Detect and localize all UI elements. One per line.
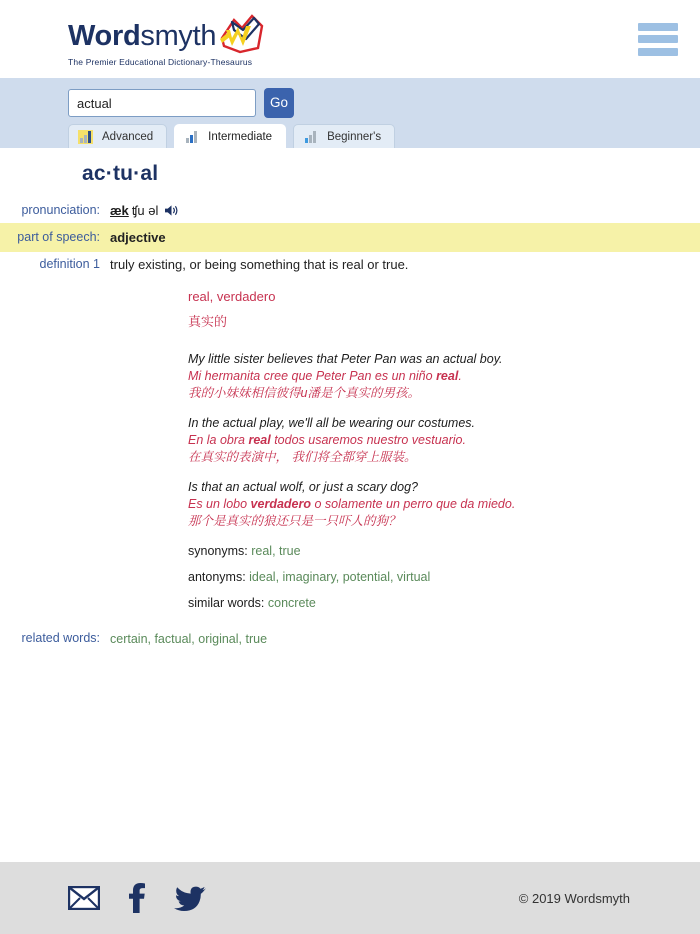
search-band (0, 78, 700, 148)
related-words-value (110, 630, 700, 648)
example-group (188, 415, 676, 466)
speaker-audio-icon[interactable] (164, 204, 179, 217)
part-of-speech-label: part of speech: (17, 230, 100, 244)
site-footer (0, 862, 700, 934)
example-spanish-post: todos usaremos nuestro vestuario. (270, 433, 466, 447)
site-tagline: The Premier Educational Dictionary-Thesaurus (68, 56, 253, 67)
tab-beginners-label: Beginner's (327, 130, 382, 143)
hamburger-menu-icon[interactable] (638, 23, 678, 56)
example-chinese: 在真实的表演中， 我们将全都穿上服装。 (188, 450, 417, 464)
example-spanish-post: o solamente un perro que da miedo. (311, 497, 516, 511)
antonyms-row (188, 569, 676, 586)
synonyms-links[interactable]: real, true (251, 544, 301, 558)
definition-text: truly existing, or being something that is real or true. (110, 257, 409, 272)
translation-chinese: 真实的 (188, 314, 228, 329)
definition-detail-block (0, 287, 700, 612)
copyright-text: © 2019 Wordsmyth (518, 890, 630, 906)
pronunciation-value (110, 202, 700, 219)
pronunciation-label: pronunciation: (21, 203, 100, 217)
tab-intermediate[interactable] (174, 124, 286, 148)
site-logo[interactable] (68, 12, 264, 67)
dictionary-level-tabs (0, 118, 700, 148)
bar-chart-beginners-icon (303, 130, 318, 144)
menu-bar-1 (638, 23, 678, 31)
facebook-icon[interactable] (128, 883, 146, 913)
bar-chart-advanced-icon (78, 130, 93, 144)
example-spanish (188, 496, 676, 513)
example-spanish (188, 432, 676, 449)
example-spanish-bold: real (436, 369, 459, 383)
tab-intermediate-label: Intermediate (208, 130, 273, 143)
example-sentences (188, 351, 676, 530)
part-of-speech-row (0, 223, 700, 252)
menu-bar-2 (638, 35, 678, 43)
example-spanish-bold: real (248, 433, 271, 447)
menu-bar-3 (638, 48, 678, 56)
definition-label: definition 1 (39, 257, 100, 271)
entry-content (0, 148, 700, 862)
similar-words-label: similar words: (188, 596, 265, 610)
logo-word-light: smyth (140, 19, 217, 52)
similar-words-links[interactable]: concrete (267, 596, 316, 610)
antonyms-links[interactable]: ideal, imaginary, potential, virtual (249, 570, 431, 584)
dictionary-entry (0, 148, 700, 652)
envelope-icon[interactable] (68, 886, 100, 910)
tab-advanced[interactable] (68, 124, 167, 148)
example-spanish-pre: Mi hermanita cree que Peter Pan es un niño (188, 369, 437, 383)
example-chinese: 我的小妹妹相信彼得u潘是个真实的男孩。 (188, 386, 420, 400)
pronunciation-row (0, 198, 700, 223)
definition-row (0, 252, 700, 277)
related-words-row (0, 626, 700, 652)
pronunciation-text (110, 202, 680, 219)
example-english: In the actual play, we'll all be wearing our costumes. (188, 416, 476, 430)
similar-words-row (188, 595, 676, 612)
example-spanish-pre: Es un lobo (188, 497, 251, 511)
example-spanish-pre: En la obra (188, 433, 249, 447)
social-links (68, 883, 206, 913)
example-spanish (188, 368, 676, 385)
antonyms-label: antonyms: (188, 570, 246, 584)
example-english: My little sister believes that Peter Pan was an actual boy. (188, 352, 503, 366)
bar-chart-intermediate-icon (184, 130, 199, 144)
wordsmyth-book-logo-icon (218, 12, 264, 54)
example-spanish-post: . (458, 369, 462, 383)
logo-word-bold: Word (68, 19, 141, 52)
logo-wordmark (68, 12, 264, 51)
pronunciation-rest: ʧu əl (131, 203, 159, 218)
synonyms-label: synonyms: (188, 544, 248, 558)
example-chinese: 那个是真实的狼还只是一只吓人的狗？ (188, 514, 401, 528)
related-words-links[interactable]: certain, factual, original, true (110, 632, 268, 646)
example-english: Is that an actual wolf, or just a scary dog? (188, 480, 418, 494)
tab-advanced-label: Advanced (102, 130, 154, 143)
part-of-speech-value: adjective (110, 230, 166, 245)
synonyms-row (188, 543, 676, 560)
twitter-bird-icon[interactable] (174, 885, 206, 912)
related-words-label: related words: (21, 631, 100, 645)
example-group (188, 351, 676, 402)
tab-beginners[interactable] (293, 124, 395, 148)
search-row (0, 88, 700, 118)
site-header (0, 0, 700, 78)
example-group (188, 479, 676, 530)
example-spanish-bold: verdadero (250, 497, 311, 511)
translation-spanish: real, verdadero (188, 289, 276, 304)
headword: ac·tu·al (82, 162, 159, 185)
go-button[interactable]: Go (264, 88, 294, 118)
pronunciation-stressed-syllable: æk (110, 203, 129, 218)
search-input[interactable] (68, 89, 256, 117)
